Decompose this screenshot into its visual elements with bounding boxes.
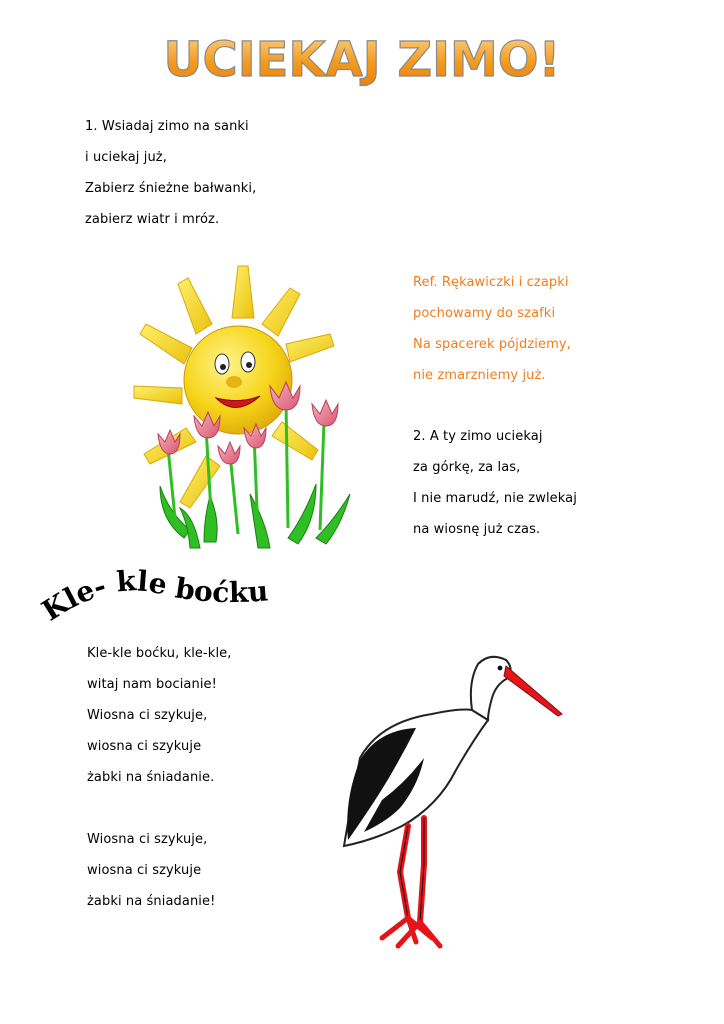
stanza-line: witaj nam bocianie! bbox=[87, 677, 217, 692]
stanza-line: Kle-kle boćku, kle-kle, bbox=[87, 646, 232, 661]
stanza-2 bbox=[87, 824, 215, 917]
verse-2 bbox=[413, 421, 577, 545]
stanza-line: żabki na śniadanie! bbox=[87, 894, 216, 909]
verse-line: i uciekaj już, bbox=[85, 150, 167, 165]
song2-title-text: Kle- kle boćku bbox=[36, 564, 270, 628]
stanza-line: Wiosna ci szykuje, bbox=[87, 832, 208, 847]
verse-line: za górkę, za las, bbox=[413, 460, 521, 475]
song2-title bbox=[30, 560, 290, 640]
song-title-text: UCIEKAJ ZIMO! bbox=[163, 32, 561, 88]
verse-1 bbox=[85, 111, 256, 235]
verse-line: zabierz wiatr i mróz. bbox=[85, 212, 220, 227]
stanza-1 bbox=[87, 638, 231, 793]
refrain-line: Ref. Rękawiczki i czapki bbox=[413, 275, 569, 290]
stanza-line: wiosna ci szykuje bbox=[87, 863, 202, 878]
verse-line: 2. A ty zimo uciekaj bbox=[413, 429, 543, 444]
svg-text:Kle- kle boćku bbox=[36, 564, 269, 628]
stanza-line: żabki na śniadanie. bbox=[87, 770, 215, 785]
stork-icon bbox=[320, 650, 580, 960]
verse-line: Zabierz śnieżne bałwanki, bbox=[85, 181, 257, 196]
smiling-sun-icon bbox=[120, 258, 380, 558]
song-title bbox=[0, 10, 724, 100]
refrain bbox=[413, 267, 571, 391]
verse-line: 1. Wsiadaj zimo na sanki bbox=[85, 119, 249, 134]
verse-line: I nie marudź, nie zwlekaj bbox=[413, 491, 577, 506]
stanza-line: wiosna ci szykuje bbox=[87, 739, 202, 754]
refrain-line: nie zmarzniemy już. bbox=[413, 368, 546, 383]
stanza-line: Wiosna ci szykuje, bbox=[87, 708, 208, 723]
refrain-line: pochowamy do szafki bbox=[413, 306, 556, 321]
verse-line: na wiosnę już czas. bbox=[413, 522, 541, 537]
refrain-line: Na spacerek pójdziemy, bbox=[413, 337, 571, 352]
